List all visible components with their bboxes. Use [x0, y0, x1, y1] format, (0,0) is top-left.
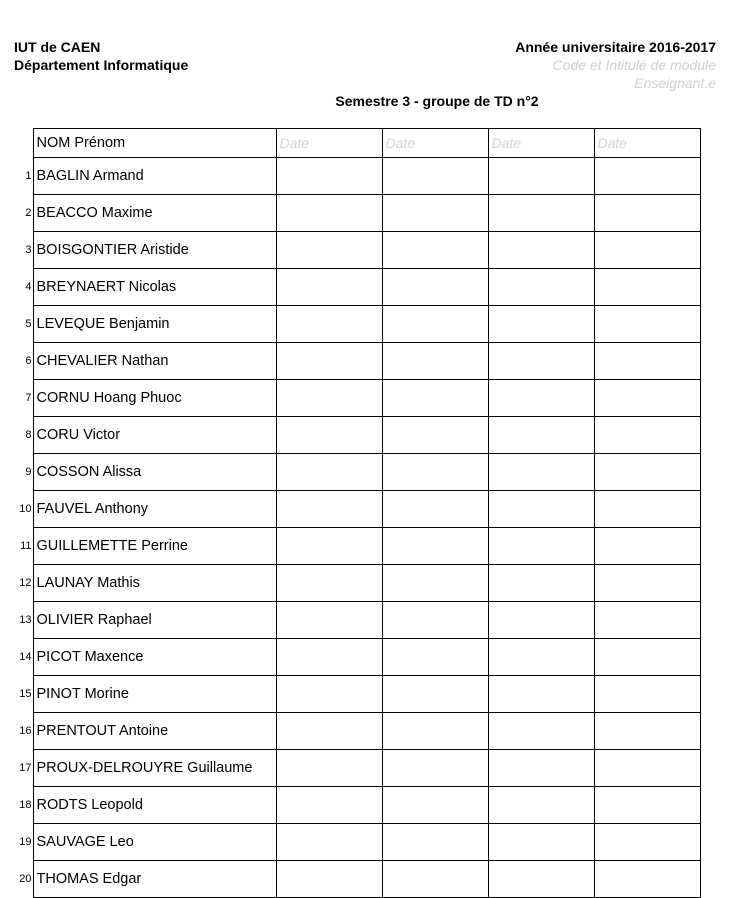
attendance-cell[interactable]: [382, 306, 488, 343]
attendance-cell[interactable]: [594, 787, 700, 824]
attendance-cell[interactable]: [488, 602, 594, 639]
attendance-cell[interactable]: [276, 158, 382, 195]
attendance-cell[interactable]: [276, 639, 382, 676]
department-name: Département Informatique: [14, 57, 189, 73]
attendance-cell[interactable]: [276, 491, 382, 528]
attendance-cell[interactable]: [488, 713, 594, 750]
attendance-cell[interactable]: [276, 195, 382, 232]
row-number: 8: [25, 429, 32, 441]
table-row: [8, 232, 700, 269]
semester-title: Semestre 3 - groupe de TD n°2: [335, 93, 539, 109]
attendance-cell[interactable]: [382, 713, 488, 750]
student-name: LAUNAY Mathis: [33, 565, 276, 602]
row-number: 7: [25, 392, 32, 404]
row-number: 20: [19, 873, 32, 885]
table-row: [8, 713, 700, 750]
attendance-cell[interactable]: [594, 417, 700, 454]
attendance-cell[interactable]: [382, 602, 488, 639]
attendance-cell[interactable]: [594, 824, 700, 861]
student-name: BEACCO Maxime: [33, 195, 276, 232]
date-column-header[interactable]: Date: [276, 129, 382, 158]
student-name: PROUX-DELROUYRE Guillaume: [33, 750, 276, 787]
attendance-cell[interactable]: [382, 639, 488, 676]
table-row: [8, 861, 700, 898]
attendance-cell[interactable]: [488, 639, 594, 676]
attendance-cell[interactable]: [276, 454, 382, 491]
semester-title-wrap: [0, 93, 748, 111]
attendance-cell[interactable]: [276, 528, 382, 565]
attendance-cell[interactable]: [488, 306, 594, 343]
attendance-cell[interactable]: [276, 602, 382, 639]
student-name: FAUVEL Anthony: [33, 491, 276, 528]
teacher-placeholder: Enseignant.e: [634, 75, 716, 91]
attendance-cell[interactable]: [488, 417, 594, 454]
course-info-block: [515, 38, 716, 92]
student-name: COSSON Alissa: [33, 454, 276, 491]
attendance-cell[interactable]: [488, 343, 594, 380]
row-number: 19: [19, 836, 32, 848]
student-name: BREYNAERT Nicolas: [33, 269, 276, 306]
attendance-cell[interactable]: [382, 380, 488, 417]
attendance-cell[interactable]: [382, 528, 488, 565]
attendance-cell[interactable]: [488, 565, 594, 602]
attendance-cell[interactable]: [594, 232, 700, 269]
attendance-cell[interactable]: [594, 713, 700, 750]
student-name: GUILLEMETTE Perrine: [33, 528, 276, 565]
attendance-cell[interactable]: [276, 861, 382, 898]
table-header-row: [8, 129, 700, 158]
attendance-cell[interactable]: [382, 158, 488, 195]
attendance-cell[interactable]: [276, 787, 382, 824]
table-row: [8, 306, 700, 343]
attendance-cell[interactable]: [594, 491, 700, 528]
attendance-cell[interactable]: [594, 602, 700, 639]
row-number: 6: [25, 355, 32, 367]
name-column-header: NOM Prénom: [33, 129, 276, 158]
attendance-cell[interactable]: [382, 824, 488, 861]
table-row: [8, 824, 700, 861]
student-name: SAUVAGE Leo: [33, 824, 276, 861]
student-name: CORU Victor: [33, 417, 276, 454]
student-name: PICOT Maxence: [33, 639, 276, 676]
attendance-cell[interactable]: [488, 528, 594, 565]
attendance-cell[interactable]: [488, 491, 594, 528]
row-number: 13: [19, 614, 32, 626]
attendance-cell[interactable]: [488, 232, 594, 269]
attendance-cell[interactable]: [594, 454, 700, 491]
student-name: PINOT Morine: [33, 676, 276, 713]
attendance-cell[interactable]: [276, 380, 382, 417]
table-row: [8, 417, 700, 454]
attendance-cell[interactable]: [594, 343, 700, 380]
attendance-cell[interactable]: [382, 417, 488, 454]
attendance-cell[interactable]: [382, 454, 488, 491]
row-number: 2: [25, 207, 32, 219]
row-number: 11: [20, 540, 32, 552]
attendance-cell[interactable]: [488, 750, 594, 787]
table-row: [8, 195, 700, 232]
student-name: RODTS Leopold: [33, 787, 276, 824]
student-name: CORNU Hoang Phuoc: [33, 380, 276, 417]
table-row: [8, 491, 700, 528]
attendance-cell[interactable]: [488, 861, 594, 898]
attendance-cell[interactable]: [594, 528, 700, 565]
attendance-cell[interactable]: [594, 676, 700, 713]
attendance-cell[interactable]: [276, 565, 382, 602]
attendance-cell[interactable]: [382, 232, 488, 269]
attendance-table: [8, 128, 701, 898]
attendance-cell[interactable]: [276, 824, 382, 861]
attendance-cell[interactable]: [276, 417, 382, 454]
student-name: BOISGONTIER Aristide: [33, 232, 276, 269]
attendance-cell[interactable]: [488, 158, 594, 195]
attendance-cell[interactable]: [488, 195, 594, 232]
table-row: [8, 639, 700, 676]
attendance-cell[interactable]: [382, 861, 488, 898]
table-row: [8, 787, 700, 824]
attendance-cell[interactable]: [276, 343, 382, 380]
module-placeholder: Code et Intitulé de module: [552, 57, 716, 73]
row-number: 12: [19, 577, 32, 589]
student-name: CHEVALIER Nathan: [33, 343, 276, 380]
attendance-cell[interactable]: [276, 269, 382, 306]
student-name: OLIVIER Raphael: [33, 602, 276, 639]
academic-year: Année universitaire 2016-2017: [515, 39, 716, 55]
attendance-cell[interactable]: [594, 639, 700, 676]
number-column-header: [8, 129, 33, 158]
student-name: BAGLIN Armand: [33, 158, 276, 195]
attendance-cell[interactable]: [594, 565, 700, 602]
attendance-cell[interactable]: [488, 787, 594, 824]
table-row: [8, 528, 700, 565]
attendance-cell[interactable]: [594, 380, 700, 417]
attendance-cell[interactable]: [382, 343, 488, 380]
attendance-cell[interactable]: [594, 195, 700, 232]
table-row: [8, 565, 700, 602]
row-number: 15: [19, 688, 32, 700]
institution-block: [14, 38, 188, 74]
attendance-cell[interactable]: [382, 195, 488, 232]
table-row: [8, 269, 700, 306]
row-number: 17: [19, 762, 32, 774]
attendance-cell[interactable]: [488, 454, 594, 491]
table-row: [8, 454, 700, 491]
attendance-cell[interactable]: [276, 750, 382, 787]
date-column-header[interactable]: Date: [382, 129, 488, 158]
attendance-cell[interactable]: [594, 158, 700, 195]
student-name: LEVEQUE Benjamin: [33, 306, 276, 343]
attendance-cell[interactable]: [382, 750, 488, 787]
row-number: 1: [25, 170, 32, 182]
attendance-cell[interactable]: [594, 306, 700, 343]
row-number: 5: [25, 318, 32, 330]
row-number: 9: [25, 466, 32, 478]
table-row: [8, 158, 700, 195]
attendance-cell[interactable]: [382, 565, 488, 602]
attendance-cell[interactable]: [382, 491, 488, 528]
table-row: [8, 602, 700, 639]
attendance-cell[interactable]: [594, 861, 700, 898]
row-number: 4: [25, 281, 32, 293]
table-row: [8, 676, 700, 713]
attendance-cell[interactable]: [382, 269, 488, 306]
table-row: [8, 750, 700, 787]
student-name: THOMAS Edgar: [33, 861, 276, 898]
attendance-cell[interactable]: [276, 306, 382, 343]
row-number: 14: [19, 651, 32, 663]
attendance-cell[interactable]: [488, 269, 594, 306]
attendance-cell[interactable]: [488, 676, 594, 713]
attendance-cell[interactable]: [488, 824, 594, 861]
row-number: 10: [19, 503, 32, 515]
attendance-cell[interactable]: [594, 750, 700, 787]
attendance-table-body: [8, 158, 700, 898]
table-row: [8, 343, 700, 380]
table-row: [8, 380, 700, 417]
row-number: 18: [19, 799, 32, 811]
row-number: 16: [19, 725, 32, 737]
student-name: PRENTOUT Antoine: [33, 713, 276, 750]
date-column-header[interactable]: Date: [488, 129, 594, 158]
institution-name: IUT de CAEN: [14, 39, 101, 55]
attendance-cell[interactable]: [382, 787, 488, 824]
attendance-cell[interactable]: [276, 676, 382, 713]
attendance-cell[interactable]: [276, 713, 382, 750]
date-column-header[interactable]: Date: [594, 129, 700, 158]
attendance-cell[interactable]: [594, 269, 700, 306]
attendance-cell[interactable]: [382, 676, 488, 713]
row-number: 3: [25, 244, 32, 256]
attendance-cell[interactable]: [276, 232, 382, 269]
attendance-cell[interactable]: [488, 380, 594, 417]
